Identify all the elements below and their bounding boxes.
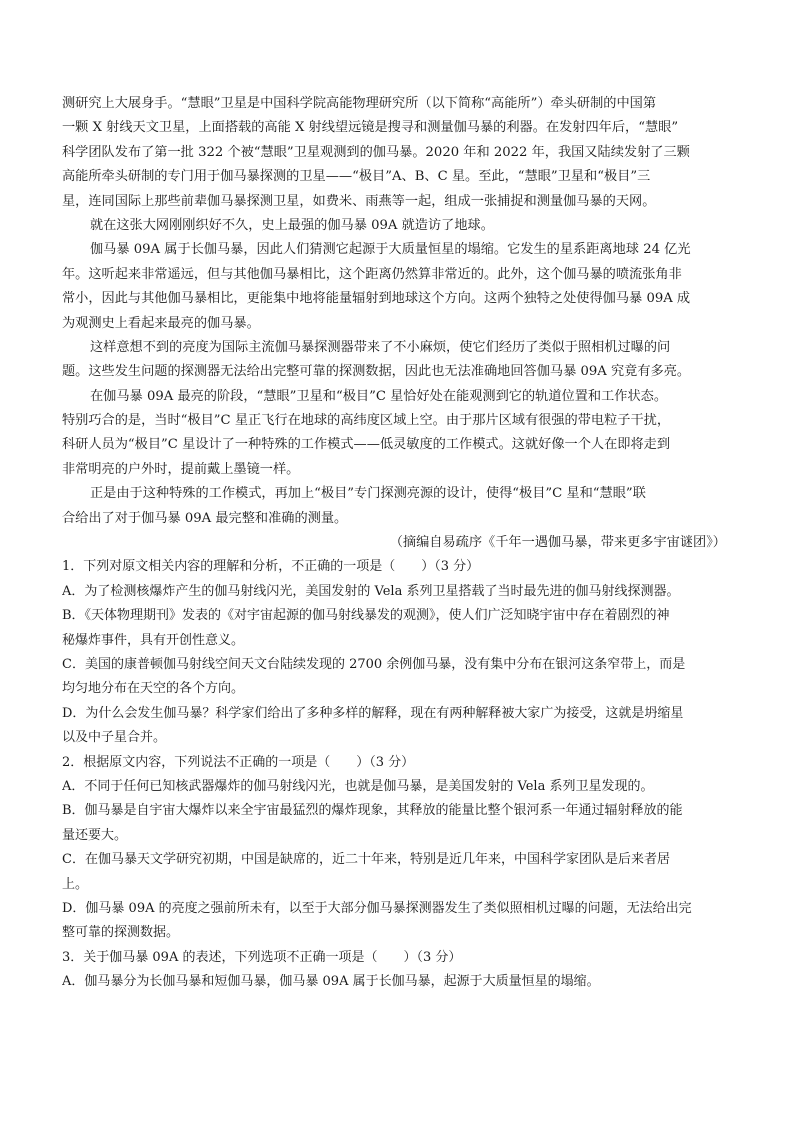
question-stem: 1．下列对原文相关内容的理解和分析，不正确的一项是（ ）（3 分） xyxy=(62,559,480,575)
paragraph-4 xyxy=(62,336,732,385)
option-a: A．不同于任何已知核武器爆炸的伽马射线闪光，也就是伽马暴，是美国发射的 Vela 系列卫星发现的。 xyxy=(62,778,654,794)
question-2 xyxy=(62,751,732,946)
text-line: 常小，因此与其他伽马暴相比，更能集中地将能量辐射到地球这个方向。这两个独特之处使得伽马暴 09A 成 xyxy=(62,291,691,307)
text-line: 特别巧合的是，当时“极目”C 星正飞行在地球的高纬度区域上空。由于那片区域有很强的带电粒子干扰， xyxy=(62,413,671,429)
option-d-cont: 以及中子星合并。 xyxy=(62,730,167,746)
option-c: C．在伽马暴天文学研究初期，中国是缺席的，近二十年来，特别是近几年来，中国科学家团队是后来者居 xyxy=(62,852,670,868)
question-1 xyxy=(62,555,732,750)
text-line: 伽马暴 09A 属于长伽马暴，因此人们猜测它起源于大质量恒星的塌缩。它发生的星系距离地球 24 亿光 xyxy=(90,242,691,258)
option-d: D．伽马暴 09A 的亮度之强前所未有，以至于大部分伽马暴探测器发生了类似照相机过曝的问题，无法给出完 xyxy=(62,900,692,916)
text-line: 年。这听起来非常遥远，但与其他伽马暴相比，这个距离仍然算非常近的。此外，这个伽马暴的喷流张角非 xyxy=(62,266,682,282)
paragraph-1 xyxy=(62,92,732,214)
text-line: 题。这些发生问题的探测器无法给出完整可靠的探测数据，因此也无法准确地回答伽马暴 09A 究竟有多亮。 xyxy=(62,364,691,380)
text-line: 科研人员为“极目”C 星设计了一种特殊的工作模式——低灵敏度的工作模式。这就好像一个人在即将走到 xyxy=(62,437,671,453)
paragraph-2 xyxy=(62,214,732,238)
paragraph-5 xyxy=(62,385,732,483)
text-line: 为观测史上看起来最亮的伽马暴。 xyxy=(62,315,260,331)
text-line: 测研究上大展身手。“慧眼”卫星是中国科学院高能物理研究所（以下简称“高能所”）牵头研制的中国第 xyxy=(62,96,657,111)
text-line: 科学团队发布了第一批 322 个被“慧眼”卫星观测到的伽马暴。2020 年和 2022 年，我国又陆续发射了三颗 xyxy=(62,144,690,160)
option-b-cont: 量还要大。 xyxy=(62,827,128,843)
option-a: A．为了检测核爆炸产生的伽马射线闪光，美国发射的 Vela 系列卫星搭载了当时最先进的伽马射线探测器。 xyxy=(62,583,680,599)
text-line: 就在这张大网刚刚织好不久，史上最强的伽马暴 09A 就造访了地球。 xyxy=(90,217,494,233)
option-c: C．美国的康普顿伽马射线空间天文台陆续发现的 2700 余例伽马暴，没有集中分布在银河这条窄带上，而是 xyxy=(62,656,686,672)
option-b: B．《天体物理期刊》发表的《对宇宙起源的伽马射线暴发的观测》，使人们广泛知晓宇宙中存在着剧烈的神 xyxy=(62,608,670,624)
option-d: D．为什么会发生伽马暴？科学家们给出了多种多样的解释，现在有两种解释被大家广为接受，这就是坍缩星 xyxy=(62,705,684,721)
document-page xyxy=(62,92,732,994)
text-line: 星，连同国际上那些前辈伽马暴探测卫星，如费米、雨燕等一起，组成一张捕捉和测量伽马暴的天网。 xyxy=(62,193,656,209)
text-line: 高能所牵头研制的专门用于伽马暴探测的卫星——“极目”A、B、C 星。至此，“慧眼”卫星和“极目”三 xyxy=(62,169,651,185)
question-3 xyxy=(62,946,732,995)
text-line: 在伽马暴 09A 最亮的阶段，“慧眼”卫星和“极目”C 星恰好处在能观测到它的轨道位置和工作状态。 xyxy=(90,388,668,404)
option-c-cont: 上。 xyxy=(62,876,89,892)
source-citation: （摘编自易疏序《千年一遇伽马暴，带来更多宇宙谜团》） xyxy=(389,535,726,551)
option-d-cont: 整可靠的探测数据。 xyxy=(62,925,180,941)
text-line: 一颗 X 射线天文卫星，上面搭载的高能 X 射线望远镜是搜寻和测量伽马暴的利器。在发射四年后，“慧眼” xyxy=(62,120,679,136)
text-line: 正是由于这种特殊的工作模式，再加上“极目”专门探测亮源的设计，使得“极目”C 星和“慧眼”联 xyxy=(90,486,646,502)
text-line: 非常明亮的户外时，提前戴上墨镜一样。 xyxy=(62,461,300,477)
option-b: B．伽马暴是自宇宙大爆炸以来全宇宙最猛烈的爆炸现象，其释放的能量比整个银河系一年通过辐射释放的能 xyxy=(62,803,683,819)
text-line: 这样意想不到的亮度为国际主流伽马暴探测器带来了不小麻烦，使它们经历了类似于照相机过曝的问 xyxy=(90,339,671,355)
option-c-cont: 均匀地分布在天空的各个方向。 xyxy=(62,681,245,697)
passage xyxy=(62,92,732,555)
question-stem: 3．关于伽马暴 09A 的表述，下列选项不正确一项是（ ）（3 分） xyxy=(62,949,462,965)
paragraph-6 xyxy=(62,482,732,531)
question-stem: 2．根据原文内容，下列说法不正确的一项是（ ）（3 分） xyxy=(62,754,415,770)
text-line: 合给出了对于伽马暴 09A 最完整和准确的测量。 xyxy=(62,510,348,526)
paragraph-3 xyxy=(62,238,732,336)
option-a: A．伽马暴分为长伽马暴和短伽马暴，伽马暴 09A 属于长伽马暴，起源于大质量恒星的塌缩。 xyxy=(62,974,600,990)
option-b-cont: 秘爆炸事件，具有开创性意义。 xyxy=(62,632,245,648)
